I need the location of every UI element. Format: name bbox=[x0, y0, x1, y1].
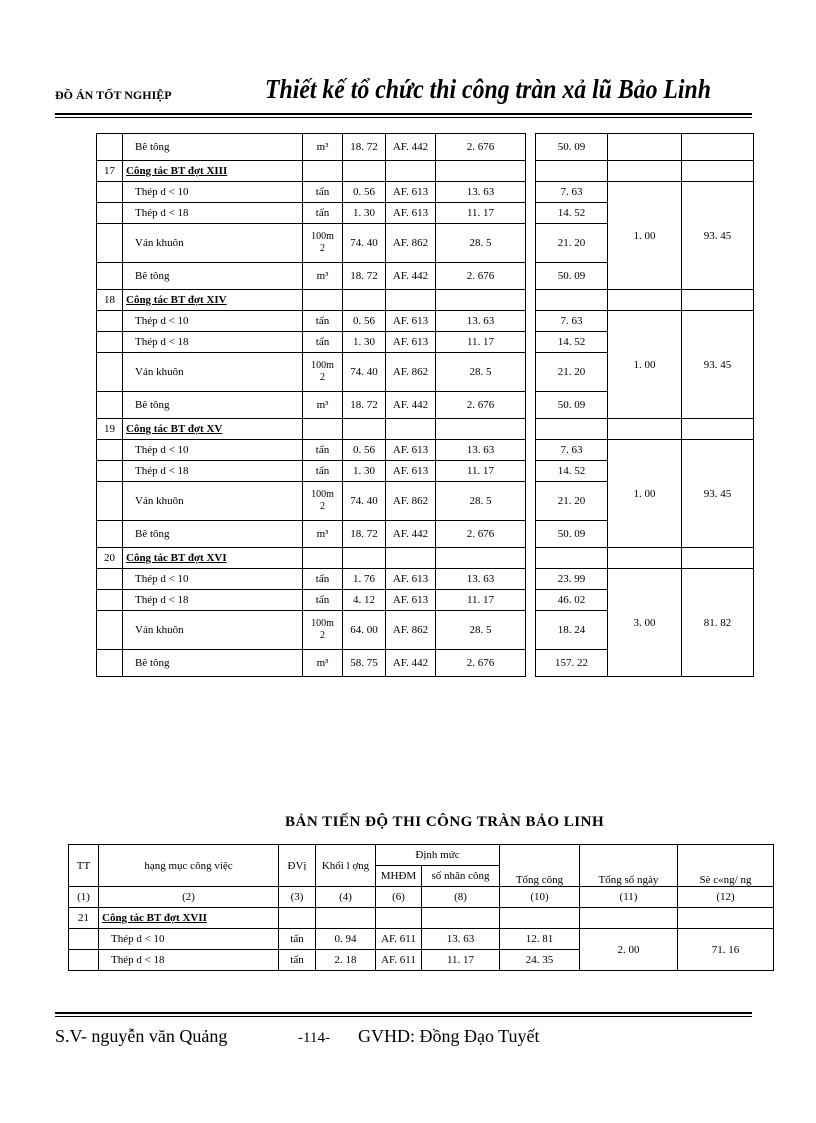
spacer-cell bbox=[526, 224, 536, 263]
workers-cell: 93. 45 bbox=[682, 440, 754, 548]
footer-rule bbox=[55, 1012, 752, 1014]
index-cell: (8) bbox=[422, 887, 500, 908]
unit-cell: m³ bbox=[303, 521, 343, 548]
spacer-cell bbox=[526, 650, 536, 677]
header-rule bbox=[55, 113, 752, 115]
tt-cell bbox=[97, 203, 123, 224]
table-cell bbox=[436, 548, 526, 569]
table-cell bbox=[303, 419, 343, 440]
header-left: ĐỒ ÁN TỐT NGHIỆP bbox=[55, 88, 172, 102]
unit-cell: tấn bbox=[303, 311, 343, 332]
tt-cell bbox=[97, 440, 123, 461]
group-header-row bbox=[69, 908, 774, 929]
item-name: Thép d < 18 bbox=[123, 332, 303, 353]
quantity-cell: 74. 40 bbox=[343, 482, 386, 521]
norm-code-cell: AF. 611 bbox=[376, 929, 422, 950]
table-cell bbox=[500, 908, 580, 929]
group-number: 17 bbox=[97, 161, 123, 182]
unit-cell: tấn bbox=[303, 182, 343, 203]
norm-code-cell: AF. 862 bbox=[386, 224, 436, 263]
table-cell bbox=[436, 290, 526, 311]
unit-cell bbox=[303, 224, 343, 263]
table-cell bbox=[343, 419, 386, 440]
spacer-cell bbox=[526, 569, 536, 590]
unit-text: 100m bbox=[311, 231, 334, 242]
table-cell bbox=[386, 548, 436, 569]
norm-value-cell: 2. 676 bbox=[436, 134, 526, 161]
header-unit: ĐVị bbox=[279, 845, 316, 887]
table-cell bbox=[279, 908, 316, 929]
unit-cell: tấn bbox=[303, 203, 343, 224]
total-cell: 14. 52 bbox=[536, 332, 608, 353]
days-cell: 3. 00 bbox=[608, 569, 682, 677]
norm-value-cell: 28. 5 bbox=[436, 482, 526, 521]
unit-cell: m³ bbox=[303, 134, 343, 161]
spacer-cell bbox=[526, 548, 536, 569]
header-title: Thiết kế tổ chức thi công tràn xả lũ Bảo Linh bbox=[265, 74, 711, 104]
group-number: 21 bbox=[69, 908, 99, 929]
item-name: Thép d < 18 bbox=[123, 590, 303, 611]
table-cell bbox=[422, 908, 500, 929]
days-cell: 1. 00 bbox=[608, 182, 682, 290]
table-cell bbox=[303, 161, 343, 182]
index-cell: (1) bbox=[69, 887, 99, 908]
tt-cell bbox=[97, 392, 123, 419]
table-row bbox=[97, 569, 754, 590]
table-cell bbox=[343, 548, 386, 569]
norm-value-cell: 11. 17 bbox=[436, 332, 526, 353]
header-qty: Khối l ợng bbox=[316, 845, 376, 887]
workers-cell: 81. 82 bbox=[682, 569, 754, 677]
table-cell bbox=[303, 548, 343, 569]
spacer-cell bbox=[526, 482, 536, 521]
quantity-cell: 0. 56 bbox=[343, 311, 386, 332]
schedule-table bbox=[68, 844, 774, 971]
quantity-cell: 18. 72 bbox=[343, 263, 386, 290]
group-header-row bbox=[97, 290, 754, 311]
header-row bbox=[69, 845, 774, 866]
index-cell: (12) bbox=[678, 887, 774, 908]
tt-cell bbox=[97, 353, 123, 392]
unit-text: 100m bbox=[311, 360, 334, 371]
table-cell bbox=[608, 290, 682, 311]
unit-cell bbox=[303, 353, 343, 392]
header-rule-thin bbox=[55, 117, 752, 118]
table-cell bbox=[536, 290, 608, 311]
group-header-row bbox=[97, 419, 754, 440]
norm-code-cell: AF. 613 bbox=[386, 440, 436, 461]
table-cell bbox=[316, 908, 376, 929]
spacer-cell bbox=[526, 440, 536, 461]
unit-cell: m³ bbox=[303, 650, 343, 677]
table-cell bbox=[608, 548, 682, 569]
quantity-cell: 1. 30 bbox=[343, 203, 386, 224]
group-number: 20 bbox=[97, 548, 123, 569]
table-cell bbox=[386, 290, 436, 311]
header-workers: Sè c«ng/ ng bbox=[678, 845, 774, 887]
header-total: Tổng công bbox=[500, 845, 580, 887]
norm-value-cell: 13. 63 bbox=[436, 182, 526, 203]
norm-value-cell: 2. 676 bbox=[436, 263, 526, 290]
days-cell: 1. 00 bbox=[608, 311, 682, 419]
unit-cell: m³ bbox=[303, 263, 343, 290]
table-row bbox=[97, 311, 754, 332]
total-cell: 7. 63 bbox=[536, 311, 608, 332]
spacer-cell bbox=[526, 134, 536, 161]
table-row bbox=[97, 440, 754, 461]
header-item: hạng mục công việc bbox=[99, 845, 279, 887]
group-number: 19 bbox=[97, 419, 123, 440]
tt-cell bbox=[69, 929, 99, 950]
footer-student: S.V- nguyễn văn Quảng bbox=[55, 1026, 228, 1046]
norm-code-cell: AF. 613 bbox=[386, 590, 436, 611]
norm-value-cell: 13. 63 bbox=[422, 929, 500, 950]
days-cell: 2. 00 bbox=[580, 929, 678, 971]
item-name: Bê tông bbox=[123, 263, 303, 290]
norm-code-cell: AF. 442 bbox=[386, 521, 436, 548]
index-cell: (4) bbox=[316, 887, 376, 908]
index-row bbox=[69, 887, 774, 908]
table-cell bbox=[682, 548, 754, 569]
spacer-cell bbox=[526, 311, 536, 332]
table-cell bbox=[386, 161, 436, 182]
tt-cell bbox=[97, 134, 123, 161]
table-cell bbox=[436, 161, 526, 182]
unit-cell: tấn bbox=[303, 569, 343, 590]
table-row bbox=[69, 929, 774, 950]
norm-code-cell: AF. 613 bbox=[386, 203, 436, 224]
item-name: Ván khuôn bbox=[123, 482, 303, 521]
total-cell: 24. 35 bbox=[500, 950, 580, 971]
group-number: 18 bbox=[97, 290, 123, 311]
table-cell bbox=[536, 548, 608, 569]
item-name: Ván khuôn bbox=[123, 611, 303, 650]
quantity-cell: 0. 56 bbox=[343, 440, 386, 461]
spacer-cell bbox=[526, 353, 536, 392]
unit-cell: tấn bbox=[303, 590, 343, 611]
quantity-cell: 4. 12 bbox=[343, 590, 386, 611]
spacer-cell bbox=[526, 203, 536, 224]
norm-code-cell: AF. 442 bbox=[386, 134, 436, 161]
spacer-cell bbox=[526, 290, 536, 311]
norm-code-cell: AF. 442 bbox=[386, 392, 436, 419]
unit-cell bbox=[303, 611, 343, 650]
unit-cell bbox=[303, 482, 343, 521]
total-cell: 21. 20 bbox=[536, 353, 608, 392]
norm-value-cell: 28. 5 bbox=[436, 611, 526, 650]
group-title: Công tác BT đợt XVII bbox=[99, 908, 279, 929]
unit-cell: tấn bbox=[303, 461, 343, 482]
norm-code-cell: AF. 613 bbox=[386, 311, 436, 332]
unit-cell: tấn bbox=[303, 440, 343, 461]
table-cell bbox=[608, 161, 682, 182]
total-cell: 12. 81 bbox=[500, 929, 580, 950]
total-cell: 14. 52 bbox=[536, 203, 608, 224]
total-cell: 21. 20 bbox=[536, 482, 608, 521]
norm-code-cell: AF. 613 bbox=[386, 332, 436, 353]
quantity-cell: 74. 40 bbox=[343, 353, 386, 392]
spacer-cell bbox=[526, 263, 536, 290]
unit-text: 2 bbox=[320, 372, 325, 383]
tt-cell bbox=[97, 461, 123, 482]
table-cell bbox=[678, 908, 774, 929]
index-cell: (3) bbox=[279, 887, 316, 908]
quantity-cell: 1. 76 bbox=[343, 569, 386, 590]
norm-code-cell: AF. 862 bbox=[386, 482, 436, 521]
norm-value-cell: 2. 676 bbox=[436, 392, 526, 419]
spacer-cell bbox=[526, 590, 536, 611]
norm-code-cell: AF. 613 bbox=[386, 182, 436, 203]
item-name: Thép d < 18 bbox=[123, 461, 303, 482]
table-row bbox=[97, 182, 754, 203]
index-cell: (2) bbox=[99, 887, 279, 908]
item-name: Thép d < 10 bbox=[123, 440, 303, 461]
index-cell: (11) bbox=[580, 887, 678, 908]
item-name: Bê tông bbox=[123, 392, 303, 419]
norm-value-cell: 11. 17 bbox=[436, 461, 526, 482]
item-name: Thép d < 18 bbox=[123, 203, 303, 224]
tt-cell bbox=[97, 224, 123, 263]
norm-code-cell: AF. 611 bbox=[376, 950, 422, 971]
norm-value-cell: 11. 17 bbox=[436, 590, 526, 611]
norm-value-cell: 28. 5 bbox=[436, 353, 526, 392]
header-norm: Định mức bbox=[376, 845, 500, 866]
schedule-title: BẢN TIẾN ĐỘ THI CÔNG TRÀN BẢO LINH bbox=[285, 814, 605, 830]
total-cell: 7. 63 bbox=[536, 182, 608, 203]
quantity-cell: 0. 94 bbox=[316, 929, 376, 950]
workers-cell: 71. 16 bbox=[678, 929, 774, 971]
workers-cell: 93. 45 bbox=[682, 311, 754, 419]
quantity-cell: 18. 72 bbox=[343, 521, 386, 548]
item-name: Bê tông bbox=[123, 521, 303, 548]
spacer-cell bbox=[526, 521, 536, 548]
norm-value-cell: 13. 63 bbox=[436, 440, 526, 461]
days-cell: 1. 00 bbox=[608, 440, 682, 548]
workers-cell bbox=[682, 134, 754, 161]
norm-value-cell: 13. 63 bbox=[436, 569, 526, 590]
item-name: Thép d < 10 bbox=[123, 182, 303, 203]
tt-cell bbox=[97, 332, 123, 353]
footer-advisor: GVHD: Đồng Đạo Tuyết bbox=[358, 1026, 540, 1046]
item-name: Ván khuôn bbox=[123, 224, 303, 263]
group-title: Công tác BT đợt XIV bbox=[123, 290, 303, 311]
work-table-continued bbox=[96, 133, 754, 677]
footer-page-number: -114- bbox=[298, 1030, 330, 1046]
norm-code-cell: AF. 862 bbox=[386, 611, 436, 650]
tt-cell bbox=[97, 482, 123, 521]
unit-cell: tấn bbox=[279, 950, 316, 971]
table-cell bbox=[682, 419, 754, 440]
unit-cell: tấn bbox=[303, 332, 343, 353]
unit-text: 100m bbox=[311, 489, 334, 500]
tt-cell bbox=[97, 569, 123, 590]
tt-cell bbox=[69, 950, 99, 971]
table-cell bbox=[682, 290, 754, 311]
table-cell bbox=[682, 161, 754, 182]
tt-cell bbox=[97, 650, 123, 677]
table-cell bbox=[376, 908, 422, 929]
days-cell bbox=[608, 134, 682, 161]
item-name: Thép d < 10 bbox=[99, 929, 279, 950]
workers-cell: 93. 45 bbox=[682, 182, 754, 290]
quantity-cell: 64. 00 bbox=[343, 611, 386, 650]
table-cell bbox=[536, 419, 608, 440]
index-cell: (6) bbox=[376, 887, 422, 908]
group-title: Công tác BT đợt XVI bbox=[123, 548, 303, 569]
item-name: Bê tông bbox=[123, 134, 303, 161]
tt-cell bbox=[97, 263, 123, 290]
group-title: Công tác BT đợt XIII bbox=[123, 161, 303, 182]
tt-cell bbox=[97, 521, 123, 548]
tt-cell bbox=[97, 611, 123, 650]
index-cell: (10) bbox=[500, 887, 580, 908]
norm-value-cell: 2. 676 bbox=[436, 650, 526, 677]
total-cell: 18. 24 bbox=[536, 611, 608, 650]
total-cell: 50. 09 bbox=[536, 134, 608, 161]
norm-value-cell: 28. 5 bbox=[436, 224, 526, 263]
total-cell: 50. 09 bbox=[536, 392, 608, 419]
spacer-cell bbox=[526, 182, 536, 203]
group-title: Công tác BT đợt XV bbox=[123, 419, 303, 440]
header-workers-norm: số nhân công bbox=[422, 866, 500, 887]
header-mhdm: MHĐM bbox=[376, 866, 422, 887]
group-header-row bbox=[97, 548, 754, 569]
norm-code-cell: AF. 613 bbox=[386, 569, 436, 590]
unit-cell: tấn bbox=[279, 929, 316, 950]
norm-value-cell: 2. 676 bbox=[436, 521, 526, 548]
spacer-cell bbox=[526, 419, 536, 440]
group-header-row bbox=[97, 161, 754, 182]
spacer-cell bbox=[526, 461, 536, 482]
norm-code-cell: AF. 442 bbox=[386, 263, 436, 290]
norm-value-cell: 13. 63 bbox=[436, 311, 526, 332]
table-cell bbox=[303, 290, 343, 311]
total-cell: 50. 09 bbox=[536, 521, 608, 548]
table-cell bbox=[608, 419, 682, 440]
unit-text: 100m bbox=[311, 618, 334, 629]
quantity-cell: 1. 30 bbox=[343, 461, 386, 482]
table-cell bbox=[343, 161, 386, 182]
spacer-cell bbox=[526, 611, 536, 650]
unit-text: 2 bbox=[320, 630, 325, 641]
norm-value-cell: 11. 17 bbox=[422, 950, 500, 971]
norm-code-cell: AF. 442 bbox=[386, 650, 436, 677]
norm-code-cell: AF. 862 bbox=[386, 353, 436, 392]
total-cell: 14. 52 bbox=[536, 461, 608, 482]
table-cell bbox=[343, 290, 386, 311]
quantity-cell: 58. 75 bbox=[343, 650, 386, 677]
spacer-cell bbox=[526, 392, 536, 419]
norm-code-cell: AF. 613 bbox=[386, 461, 436, 482]
quantity-cell: 18. 72 bbox=[343, 392, 386, 419]
item-name: Bê tông bbox=[123, 650, 303, 677]
footer-rule-thin bbox=[55, 1016, 752, 1017]
tt-cell bbox=[97, 590, 123, 611]
table-cell bbox=[386, 419, 436, 440]
total-cell: 23. 99 bbox=[536, 569, 608, 590]
item-name: Ván khuôn bbox=[123, 353, 303, 392]
table-cell bbox=[436, 419, 526, 440]
quantity-cell: 0. 56 bbox=[343, 182, 386, 203]
quantity-cell: 18. 72 bbox=[343, 134, 386, 161]
tt-cell bbox=[97, 311, 123, 332]
spacer-cell bbox=[526, 332, 536, 353]
item-name: Thép d < 10 bbox=[123, 569, 303, 590]
table-cell bbox=[536, 161, 608, 182]
item-name: Thép d < 10 bbox=[123, 311, 303, 332]
header-days: Tổng số ngày bbox=[580, 845, 678, 887]
quantity-cell: 74. 40 bbox=[343, 224, 386, 263]
total-cell: 50. 09 bbox=[536, 263, 608, 290]
total-cell: 46. 02 bbox=[536, 590, 608, 611]
quantity-cell: 1. 30 bbox=[343, 332, 386, 353]
norm-value-cell: 11. 17 bbox=[436, 203, 526, 224]
total-cell: 21. 20 bbox=[536, 224, 608, 263]
header-tt: TT bbox=[69, 845, 99, 887]
table-cell bbox=[580, 908, 678, 929]
unit-text: 2 bbox=[320, 501, 325, 512]
unit-text: 2 bbox=[320, 243, 325, 254]
spacer-cell bbox=[526, 161, 536, 182]
quantity-cell: 2. 18 bbox=[316, 950, 376, 971]
tt-cell bbox=[97, 182, 123, 203]
item-name: Thép d < 18 bbox=[99, 950, 279, 971]
table-row bbox=[97, 134, 754, 161]
total-cell: 7. 63 bbox=[536, 440, 608, 461]
total-cell: 157. 22 bbox=[536, 650, 608, 677]
unit-cell: m³ bbox=[303, 392, 343, 419]
